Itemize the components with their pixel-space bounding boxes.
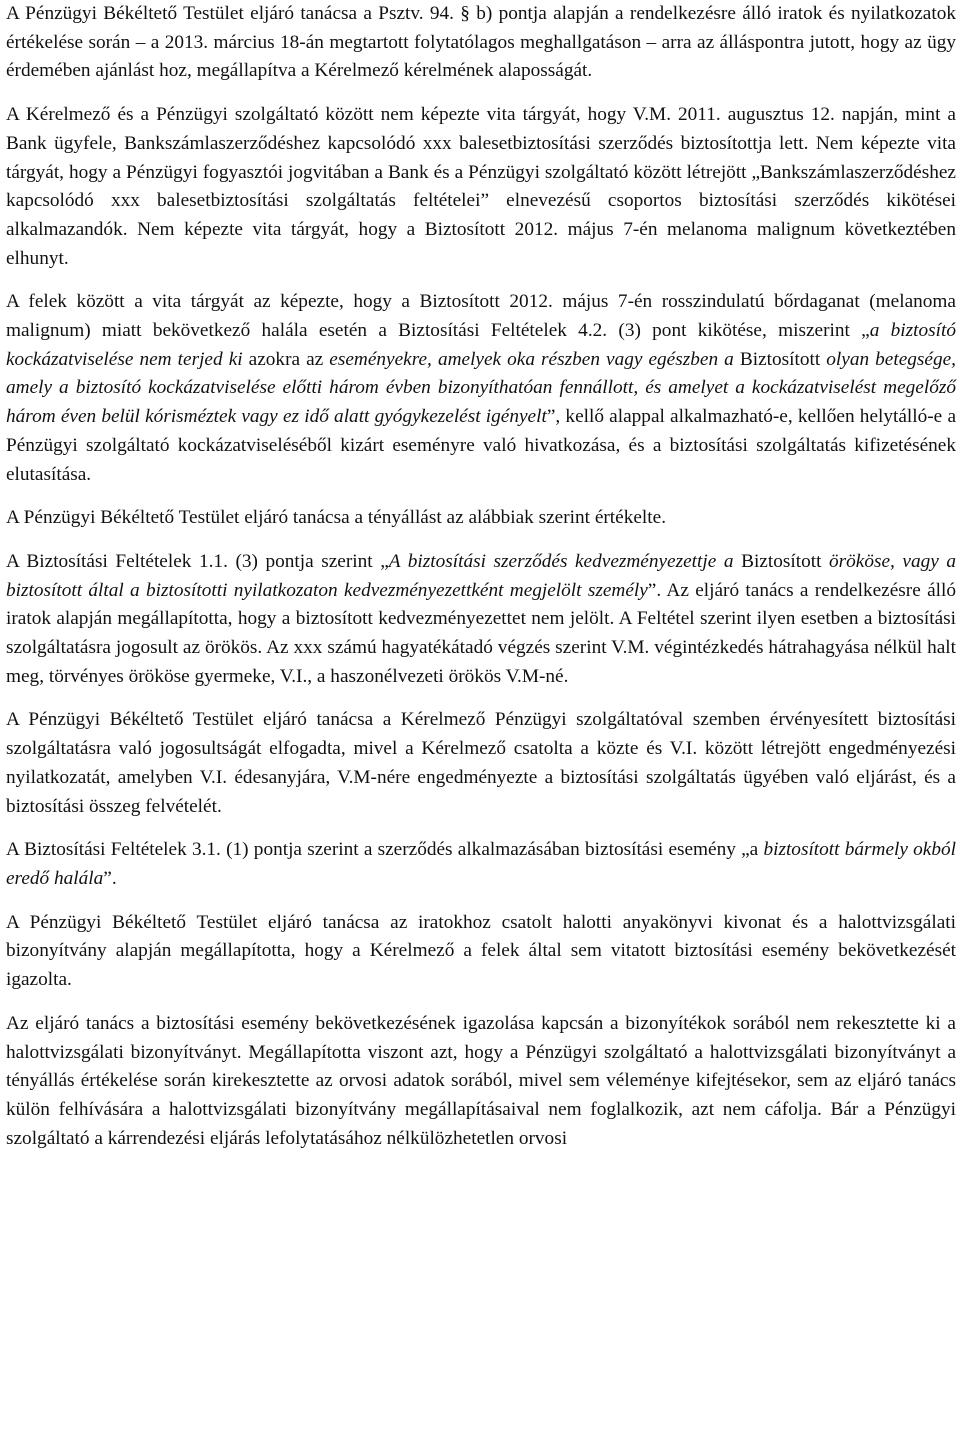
paragraph <box>6 706 956 821</box>
text-segment: A Pénzügyi Békéltető Testület eljáró tanácsa a tényállást az alábbiak szerint értékelte. <box>6 507 667 529</box>
text-segment: A Kérelmező és a Pénzügyi szolgáltató között nem képezte vita tárgyát, hogy V.M. 2011. augusztus 12. napján, mint a Bank ügyfele, Bankszámlaszerződéshez kapcsolódó xxx balesetbiztosítási szerződés biztosítottja lett. Nem képezte vita tárgyát, hogy a Pénzügyi fogyasztói jogvitában a Bank és a Pénzügyi szolgáltató között létrejött „Bankszámlaszerződéshez kapcsolódó xxx balesetbiztosítási szolgáltatás feltételei” elnevezésű csoportos biztosítási szerződés kikötései alkalmazandók. Nem képezte vita tárgyát, hogy a Biztosított 2012. május 7-én melanoma malignum következtében elhunyt. <box>6 104 956 269</box>
text-segment: A Pénzügyi Békéltető Testület eljáró tanácsa a Psztv. 94. § b) pontja alapján a rendelkezésre álló iratok és nyilatkozatok értékelése során – a 2013. március 18-án megtartott folytatólagos meghallgatáson – arra az álláspontra jutott, hogy az ügy érdemében ajánlást hoz, megállapítva a Kérelmező kérelmének alaposságát. <box>6 3 956 82</box>
text-segment: A Pénzügyi Békéltető Testület eljáró tanácsa a Kérelmező Pénzügyi szolgáltatóval szemben érvényesített biztosítási szolgáltatásra való jogosultságát elfogadta, mivel a Kérelmező csatolta a közte és V.I. között létrejött engedményezési nyilatkozatát, amelyben V.I. édesanyjára, V.M-nére engedményezte a biztosítási szolgáltatás ügyében való eljárást, és a biztosítási összeg felvételét. <box>6 709 956 817</box>
text-segment: azokra az <box>242 348 330 370</box>
text-segment: ”. <box>103 867 117 889</box>
italic-text-segment: olyan betegsége, amely a biztosító kockázatviselése előtti három évben bizonyíthatóan fennállott, és amelyet a kockázatviselést megelőző három éven belül kórisméztek vagy ez idő alatt gyógykezelést igényelt <box>6 348 956 428</box>
italic-text-segment: örököse, vagy a biztosított által a biztosítotti nyilatkozaton kedvezményezettként megjelölt személy <box>6 550 957 601</box>
text-segment: A felek között a vita tárgyát az képezte, hogy a Biztosított 2012. május 7-én rosszindulatú bőrdaganat (melanoma malignum) miatt bekövetkező halála esetén a Biztosítási Feltételek 4.2. (3) pont kikötése, miszerint „ <box>6 291 956 342</box>
text-segment: A Pénzügyi Békéltető Testület eljáró tanácsa az iratokhoz csatolt halotti anyakönyvi kivonat és a halottvizsgálati bizonyítvány alapján megállapította, hogy a Kérelmező a felek által sem vitatott biztosítási esemény bekövetkezését igazolta. <box>6 911 956 991</box>
paragraph <box>6 1010 956 1154</box>
italic-text-segment: eseményekre, amelyek oka részben vagy egészben a <box>329 348 740 370</box>
italic-text-segment: a biztosító kockázatviselése nem terjed ki <box>6 320 956 370</box>
text-segment: Biztosított <box>739 348 827 370</box>
document-page <box>6 0 956 1153</box>
text-segment: A Biztosítási Feltételek 3.1. (1) pontja szerint a szerződés alkalmazásában biztosítási esemény „a <box>6 839 764 861</box>
paragraph <box>6 288 956 489</box>
text-segment: A Biztosítási Feltételek 1.1. (3) pontja szerint „ <box>6 550 389 572</box>
paragraph <box>6 548 956 692</box>
text-segment: Biztosított <box>741 550 829 572</box>
text-segment: ”. Az eljáró tanács a rendelkezésre álló iratok alapján megállapította, hogy a biztosított kedvezményezettet nem jelölt. A Feltétel szerint ilyen esetben a biztosítási szolgáltatásra jogosult az örökös. Az xxx számú hagyatékátadó végzés szerint V.M. végintézkedés hátrahagyása nélkül halt meg, törvényes örököse gyermeke, V.I., a haszonélvezeti örökös V.M-né. <box>6 579 956 687</box>
text-segment: ”, kellő alappal alkalmazható-e, kellően helytálló-e a Pénzügyi szolgáltató kockázatviseléséből kizárt eseményre való hivatkozása, és a biztosítási szolgáltatás kifizetésének elutasítása. <box>6 406 957 485</box>
paragraph <box>6 504 956 533</box>
paragraph <box>6 0 956 86</box>
paragraph <box>6 909 956 995</box>
italic-text-segment: biztosított bármely okból eredő halála <box>6 839 956 889</box>
italic-text-segment: A biztosítási szerződés kedvezményezettje a <box>388 550 742 572</box>
paragraph <box>6 101 956 273</box>
text-segment: Az eljáró tanács a biztosítási esemény bekövetkezésének igazolása kapcsán a bizonyítékok sorából nem rekesztette ki a halottvizsgálati bizonyítványt. Megállapította viszont azt, hogy a Pénzügyi szolgáltató a halottvizsgálati bizonyítványt a tényállás értékelése során kirekesztette az orvosi adatok sorából, mivel sem véleménye kifejtésekor, sem az eljáró tanács külön felhívására a halottvizsgálati bizonyítvány megállapításaival nem foglalkozik, azt nem cáfolja. Bár a Pénzügyi szolgáltató a kárrendezési eljárás lefolytatásához nélkülözhetetlen orvosi <box>6 1012 956 1149</box>
paragraph <box>6 836 956 893</box>
